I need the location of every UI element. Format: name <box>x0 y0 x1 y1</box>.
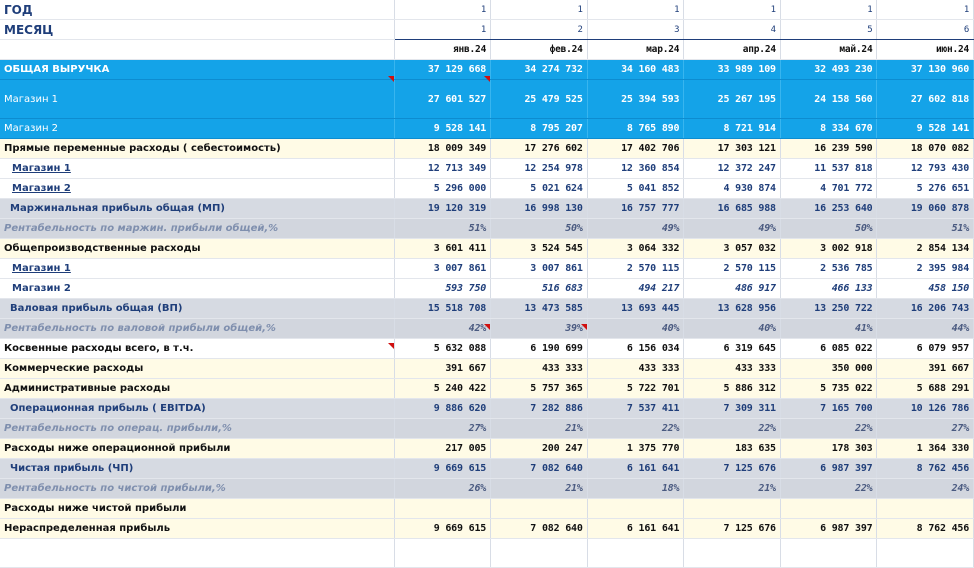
gross-profit-row <box>0 299 974 319</box>
value-cell[interactable]: 7 282 886 <box>491 399 588 419</box>
value-cell[interactable]: 6 319 645 <box>684 339 781 359</box>
value-cell[interactable]: 200 247 <box>491 439 588 459</box>
value-cell[interactable]: 19 120 319 <box>394 199 491 219</box>
value-cell[interactable]: 7 125 676 <box>684 519 781 539</box>
value-cell[interactable]: 13 693 445 <box>587 299 684 319</box>
value-cell[interactable]: 40% <box>587 319 684 339</box>
row-label[interactable]: Магазин 1 <box>0 259 394 279</box>
value-cell[interactable]: 3 057 032 <box>684 239 781 259</box>
value-cell[interactable]: 12 254 978 <box>491 159 588 179</box>
value-cell[interactable]: 9 669 615 <box>394 459 491 479</box>
value-cell[interactable]: 19 060 878 <box>877 199 974 219</box>
month-cell[interactable]: 4 <box>684 20 781 40</box>
value-cell[interactable]: 6 156 034 <box>587 339 684 359</box>
year-cell[interactable]: 1 <box>394 0 491 20</box>
row-label[interactable]: Рентабельность по операц. прибыли,% <box>0 419 394 439</box>
value-cell[interactable]: 18 009 349 <box>394 139 491 159</box>
value-cell[interactable]: 16 998 130 <box>491 199 588 219</box>
margin-profit-row <box>0 199 974 219</box>
month-cell[interactable]: 2 <box>491 20 588 40</box>
value-cell[interactable]: 7 125 676 <box>684 459 781 479</box>
value-cell[interactable]: 9 886 620 <box>394 399 491 419</box>
month-row <box>0 20 974 40</box>
comment-indicator[interactable] <box>484 76 490 82</box>
value-cell[interactable]: 3 007 861 <box>491 259 588 279</box>
row-label[interactable]: Рентабельность по чистой прибыли,% <box>0 479 394 499</box>
value-cell[interactable]: 50% <box>780 219 877 239</box>
overhead-store-2-row <box>0 279 974 299</box>
value-cell[interactable]: 27% <box>394 419 491 439</box>
year-cell[interactable]: 1 <box>684 0 781 20</box>
value-cell[interactable]: 3 524 545 <box>491 239 588 259</box>
empty-cell[interactable] <box>491 539 588 568</box>
value-cell[interactable]: 391 667 <box>394 359 491 379</box>
value-cell[interactable]: 458 150 <box>877 279 974 299</box>
value-cell[interactable]: 42% <box>394 319 491 339</box>
value-cell[interactable]: 3 064 332 <box>587 239 684 259</box>
value-cell[interactable]: 26% <box>394 479 491 499</box>
row-label[interactable]: Маржинальная прибыль общая (МП) <box>0 199 394 219</box>
year-cell[interactable]: 1 <box>877 0 974 20</box>
value-cell[interactable]: 17 303 121 <box>684 139 781 159</box>
value-cell[interactable]: 44% <box>877 319 974 339</box>
value-cell[interactable]: 183 635 <box>684 439 781 459</box>
value-cell[interactable]: 13 250 722 <box>780 299 877 319</box>
value-cell[interactable]: 7 082 640 <box>491 459 588 479</box>
row-label[interactable]: Магазин 1 <box>0 159 394 179</box>
value-cell[interactable]: 13 628 956 <box>684 299 781 319</box>
value-cell[interactable]: 433 333 <box>587 359 684 379</box>
value-cell[interactable]: 22% <box>780 479 877 499</box>
value-cell[interactable]: 51% <box>394 219 491 239</box>
value-cell[interactable]: 6 161 641 <box>587 519 684 539</box>
value-cell[interactable]: 4 930 874 <box>684 179 781 199</box>
net-profitability-row <box>0 479 974 499</box>
value-cell[interactable]: 33 989 109 <box>684 60 781 80</box>
value-cell[interactable]: 1 364 330 <box>877 439 974 459</box>
value-cell[interactable]: 49% <box>684 219 781 239</box>
value-cell[interactable]: 5 757 365 <box>491 379 588 399</box>
value-cell[interactable] <box>491 499 588 519</box>
row-label[interactable]: Общепроизводственные расходы <box>0 239 394 259</box>
value-cell[interactable]: 5 296 000 <box>394 179 491 199</box>
value-cell[interactable]: 16 757 777 <box>587 199 684 219</box>
value-cell[interactable]: 6 079 957 <box>877 339 974 359</box>
comment-indicator[interactable] <box>388 343 394 349</box>
value-cell[interactable]: 22% <box>684 419 781 439</box>
value-cell[interactable]: 5 886 312 <box>684 379 781 399</box>
value-cell[interactable]: 5 276 651 <box>877 179 974 199</box>
value-cell[interactable]: 18 070 082 <box>877 139 974 159</box>
row-label[interactable]: Магазин 2 <box>0 179 394 199</box>
value-cell[interactable]: 5 021 624 <box>491 179 588 199</box>
comment-indicator[interactable] <box>581 324 587 330</box>
empty-cell[interactable] <box>877 539 974 568</box>
value-cell[interactable]: 433 333 <box>491 359 588 379</box>
value-cell[interactable]: 25 267 195 <box>684 80 781 119</box>
row-label[interactable]: Административные расходы <box>0 379 394 399</box>
value-cell[interactable]: 9 528 141 <box>877 119 974 139</box>
value-cell[interactable]: 15 518 708 <box>394 299 491 319</box>
value-cell[interactable]: 6 987 397 <box>780 459 877 479</box>
value-cell[interactable]: 12 372 247 <box>684 159 781 179</box>
value-cell[interactable] <box>780 499 877 519</box>
overhead-costs-row <box>0 239 974 259</box>
row-label[interactable]: Расходы ниже чистой прибыли <box>0 499 394 519</box>
value-cell[interactable]: 17 276 602 <box>491 139 588 159</box>
value-cell[interactable]: 350 000 <box>780 359 877 379</box>
row-label[interactable]: Валовая прибыль общая (ВП) <box>0 299 394 319</box>
value-cell[interactable]: 13 473 585 <box>491 299 588 319</box>
value-cell[interactable]: 27 602 818 <box>877 80 974 119</box>
revenue-store-2-row <box>0 119 974 139</box>
value-cell[interactable]: 6 987 397 <box>780 519 877 539</box>
value-cell[interactable]: 25 479 525 <box>491 80 588 119</box>
direct-costs-row <box>0 139 974 159</box>
indirect-costs-row <box>0 339 974 359</box>
row-label[interactable]: Магазин 2 <box>0 279 394 299</box>
value-cell[interactable]: 6 190 699 <box>491 339 588 359</box>
value-cell[interactable]: 8 765 890 <box>587 119 684 139</box>
value-cell[interactable]: 21% <box>491 419 588 439</box>
date-cell[interactable]: май.24 <box>780 40 877 60</box>
value-cell[interactable]: 11 537 818 <box>780 159 877 179</box>
year-cell[interactable]: 1 <box>780 0 877 20</box>
value-cell[interactable]: 16 685 988 <box>684 199 781 219</box>
value-cell[interactable] <box>587 499 684 519</box>
empty-cell[interactable] <box>0 539 394 568</box>
empty-row <box>0 539 974 568</box>
value-cell[interactable]: 24% <box>877 479 974 499</box>
row-label[interactable]: Рентабельность по маржин. прибыли общей,% <box>0 219 394 239</box>
row-label[interactable]: Нераспределенная прибыль <box>0 519 394 539</box>
value-cell[interactable]: 37 129 668 <box>394 60 491 80</box>
value-cell[interactable]: 22% <box>587 419 684 439</box>
value-cell[interactable]: 18% <box>587 479 684 499</box>
empty-cell[interactable] <box>684 539 781 568</box>
retained-earnings-row <box>0 519 974 539</box>
value-cell[interactable]: 9 669 615 <box>394 519 491 539</box>
value-cell[interactable]: 6 085 022 <box>780 339 877 359</box>
value-cell[interactable]: 7 537 411 <box>587 399 684 419</box>
value-cell[interactable]: 51% <box>877 219 974 239</box>
row-label[interactable]: Прямые переменные расходы ( себестоимость) <box>0 139 394 159</box>
value-cell[interactable]: 21% <box>491 479 588 499</box>
value-cell[interactable]: 3 601 411 <box>394 239 491 259</box>
value-cell[interactable]: 5 735 022 <box>780 379 877 399</box>
direct-costs-store-1-row <box>0 159 974 179</box>
value-cell[interactable]: 5 722 701 <box>587 379 684 399</box>
comment-indicator[interactable] <box>388 76 394 82</box>
date-cell[interactable]: июн.24 <box>877 40 974 60</box>
value-cell[interactable]: 49% <box>587 219 684 239</box>
value-cell[interactable]: 2 854 134 <box>877 239 974 259</box>
date-cell[interactable]: апр.24 <box>684 40 781 60</box>
net-profit-row <box>0 459 974 479</box>
row-label[interactable]: Операционная прибыль ( EBITDA) <box>0 399 394 419</box>
value-cell[interactable]: 16 206 743 <box>877 299 974 319</box>
value-cell[interactable]: 50% <box>491 219 588 239</box>
admin-costs-row <box>0 379 974 399</box>
direct-costs-store-2-row <box>0 179 974 199</box>
ebitda-row <box>0 399 974 419</box>
empty-cell[interactable] <box>394 539 491 568</box>
value-cell[interactable]: 27 601 527 <box>394 80 491 119</box>
value-cell[interactable]: 40% <box>684 319 781 339</box>
row-label[interactable]: Чистая прибыль (ЧП) <box>0 459 394 479</box>
below-operating-costs-row <box>0 439 974 459</box>
revenue-store-1-row <box>0 80 974 119</box>
value-cell[interactable]: 21% <box>684 479 781 499</box>
year-row <box>0 0 974 20</box>
value-cell[interactable]: 8 795 207 <box>491 119 588 139</box>
value-cell[interactable]: 2 536 785 <box>780 259 877 279</box>
value-cell[interactable]: 10 126 786 <box>877 399 974 419</box>
value-cell[interactable]: 22% <box>780 419 877 439</box>
value-cell[interactable]: 2 395 984 <box>877 259 974 279</box>
value-cell[interactable]: 9 528 141 <box>394 119 491 139</box>
value-cell[interactable]: 486 917 <box>684 279 781 299</box>
value-cell[interactable]: 178 303 <box>780 439 877 459</box>
value-cell[interactable]: 34 160 483 <box>587 60 684 80</box>
value-cell[interactable]: 8 721 914 <box>684 119 781 139</box>
value-cell[interactable]: 1 375 770 <box>587 439 684 459</box>
value-cell[interactable]: 8 334 670 <box>780 119 877 139</box>
value-cell[interactable]: 3 002 918 <box>780 239 877 259</box>
month-cell[interactable]: 3 <box>587 20 684 40</box>
value-cell[interactable] <box>684 499 781 519</box>
row-label[interactable]: Магазин 2 <box>0 119 394 139</box>
year-label[interactable]: ГОД <box>0 0 394 20</box>
value-cell[interactable]: 37 130 960 <box>877 60 974 80</box>
value-cell[interactable]: 433 333 <box>684 359 781 379</box>
empty-cell[interactable] <box>587 539 684 568</box>
value-cell[interactable]: 12 793 430 <box>877 159 974 179</box>
value-cell[interactable]: 24 158 560 <box>780 80 877 119</box>
month-cell[interactable]: 1 <box>394 20 491 40</box>
value-cell[interactable]: 17 402 706 <box>587 139 684 159</box>
value-cell[interactable]: 5 041 852 <box>587 179 684 199</box>
month-label[interactable]: МЕСЯЦ <box>0 20 394 40</box>
row-label[interactable]: ОБЩАЯ ВЫРУЧКА <box>0 60 394 80</box>
value-cell[interactable]: 25 394 593 <box>587 80 684 119</box>
value-cell[interactable]: 593 750 <box>394 279 491 299</box>
value-cell[interactable]: 391 667 <box>877 359 974 379</box>
row-label[interactable]: Расходы ниже операционной прибыли <box>0 439 394 459</box>
month-cell[interactable]: 5 <box>780 20 877 40</box>
value-cell[interactable]: 3 007 861 <box>394 259 491 279</box>
comment-indicator[interactable] <box>484 324 490 330</box>
value-cell[interactable]: 516 683 <box>491 279 588 299</box>
row-label[interactable]: Рентабельность по валовой прибыли общей,% <box>0 319 394 339</box>
value-cell[interactable]: 217 005 <box>394 439 491 459</box>
date-row <box>0 40 974 60</box>
empty-cell[interactable] <box>780 539 877 568</box>
date-cell[interactable]: мар.24 <box>587 40 684 60</box>
below-net-costs-row <box>0 499 974 519</box>
date-cell[interactable]: фев.24 <box>491 40 588 60</box>
value-cell[interactable]: 4 701 772 <box>780 179 877 199</box>
value-cell[interactable]: 7 082 640 <box>491 519 588 539</box>
operating-profitability-row <box>0 419 974 439</box>
year-cell[interactable]: 1 <box>491 0 588 20</box>
value-cell[interactable]: 16 239 590 <box>780 139 877 159</box>
value-cell[interactable]: 39% <box>491 319 588 339</box>
value-cell[interactable]: 8 762 456 <box>877 459 974 479</box>
date-cell[interactable]: янв.24 <box>394 40 491 60</box>
value-cell[interactable]: 41% <box>780 319 877 339</box>
value-cell[interactable] <box>877 499 974 519</box>
value-cell[interactable]: 5 632 088 <box>394 339 491 359</box>
value-cell[interactable] <box>394 499 491 519</box>
empty-cell[interactable] <box>0 40 394 60</box>
row-label[interactable]: Магазин 1 <box>0 80 394 119</box>
value-cell[interactable]: 7 309 311 <box>684 399 781 419</box>
value-cell[interactable]: 34 274 732 <box>491 60 588 80</box>
value-cell[interactable]: 2 570 115 <box>587 259 684 279</box>
value-cell[interactable]: 32 493 230 <box>780 60 877 80</box>
row-label[interactable]: Коммерческие расходы <box>0 359 394 379</box>
month-cell[interactable]: 6 <box>877 20 974 40</box>
value-cell[interactable]: 466 133 <box>780 279 877 299</box>
value-cell[interactable]: 27% <box>877 419 974 439</box>
value-cell[interactable]: 12 360 854 <box>587 159 684 179</box>
value-cell[interactable]: 16 253 640 <box>780 199 877 219</box>
value-cell[interactable]: 6 161 641 <box>587 459 684 479</box>
row-label[interactable]: Косвенные расходы всего, в т.ч. <box>0 339 394 359</box>
value-cell[interactable]: 2 570 115 <box>684 259 781 279</box>
margin-profitability-row <box>0 219 974 239</box>
value-cell[interactable]: 12 713 349 <box>394 159 491 179</box>
value-cell[interactable]: 494 217 <box>587 279 684 299</box>
year-cell[interactable]: 1 <box>587 0 684 20</box>
value-cell[interactable]: 5 240 422 <box>394 379 491 399</box>
value-cell[interactable]: 5 688 291 <box>877 379 974 399</box>
overhead-store-1-row <box>0 259 974 279</box>
value-cell[interactable]: 8 762 456 <box>877 519 974 539</box>
commercial-costs-row <box>0 359 974 379</box>
value-cell[interactable]: 7 165 700 <box>780 399 877 419</box>
